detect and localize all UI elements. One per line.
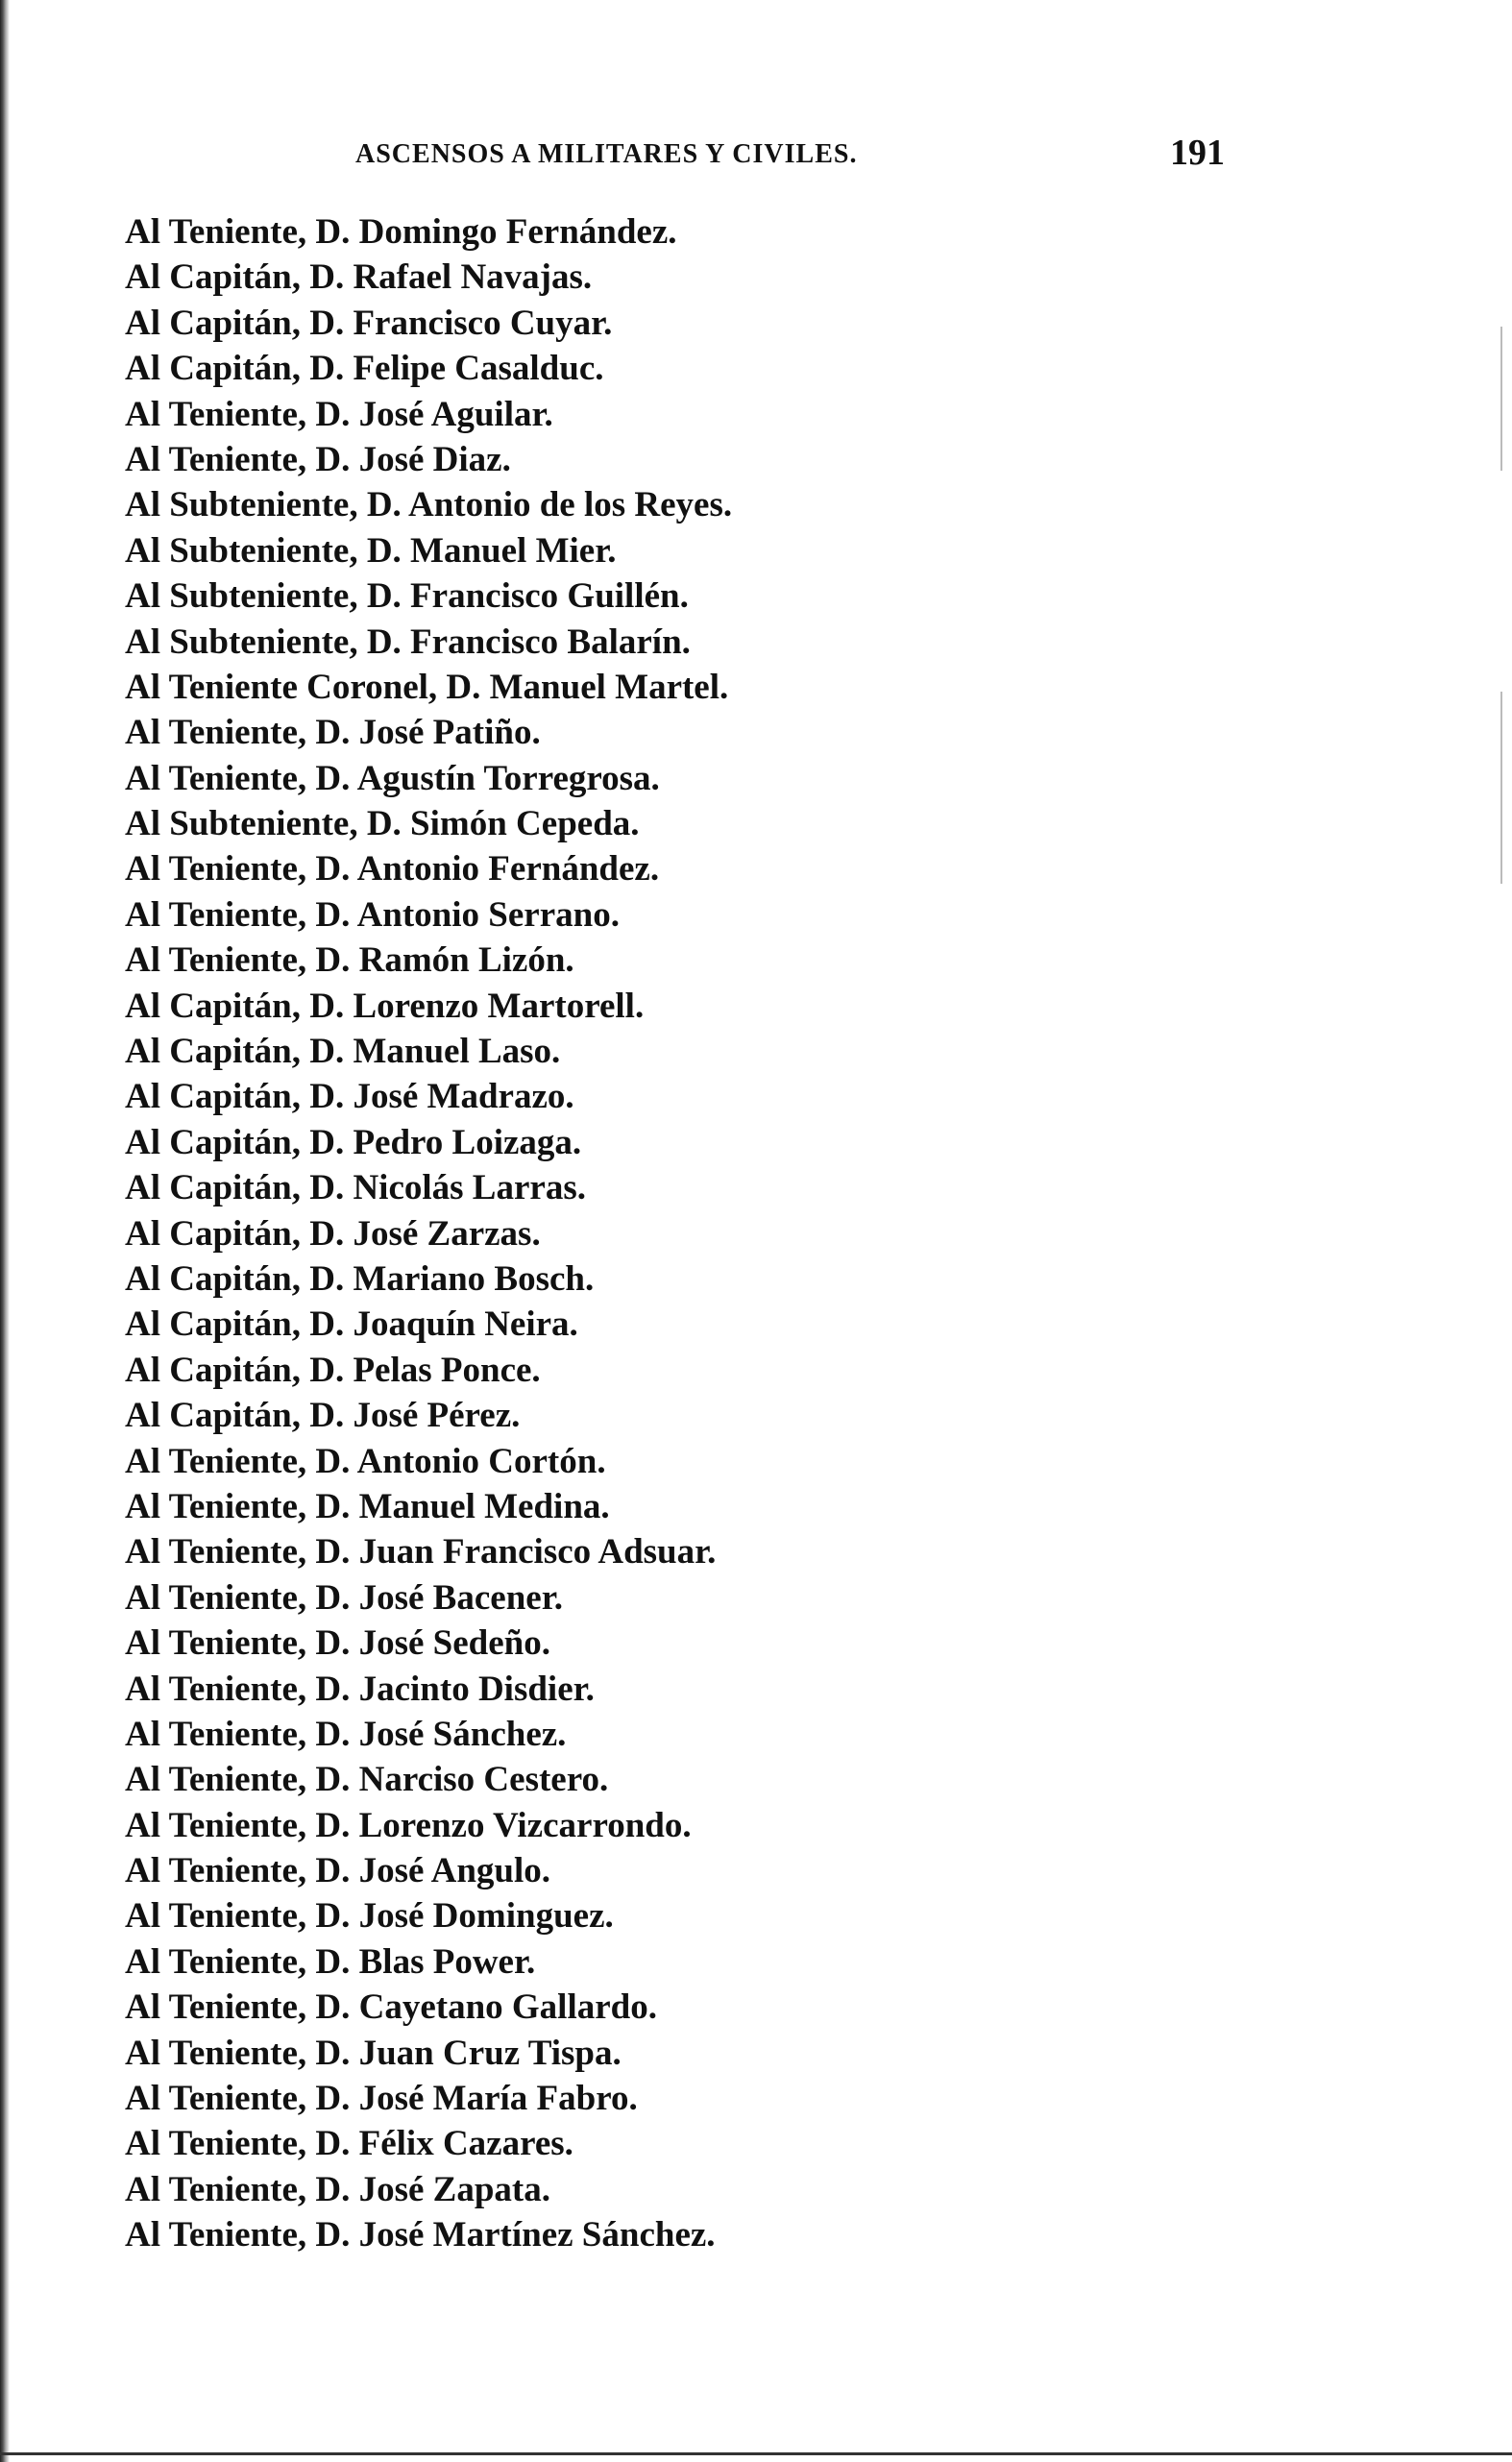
list-item: Al Capitán, D. José Pérez. bbox=[125, 1396, 521, 1436]
list-item: Al Teniente, D. Antonio Serrano. bbox=[125, 894, 620, 935]
list-item: Al Teniente, D. Juan Cruz Tispa. bbox=[125, 2033, 622, 2073]
list-item: Al Subteniente, D. Francisco Balarín. bbox=[125, 622, 691, 662]
list-item: Al Teniente, D. José Zapata. bbox=[125, 2169, 551, 2209]
list-item: Al Capitán, D. Manuel Laso. bbox=[125, 1032, 561, 1072]
running-header: ASCENSOS A MILITARES Y CIVILES. bbox=[355, 139, 858, 169]
list-item: Al Teniente, D. José Aguilar. bbox=[125, 394, 553, 434]
list-item: Al Capitán, D. José Zarzas. bbox=[125, 1213, 541, 1254]
list-item: Al Teniente, D. Antonio Fernández. bbox=[125, 849, 660, 890]
list-item: Al Teniente, D. José Sedeño. bbox=[125, 1623, 551, 1664]
list-item: Al Capitán, D. Rafael Navajas. bbox=[125, 257, 593, 298]
list-item: Al Capitán, D. Lorenzo Martorell. bbox=[125, 986, 645, 1026]
list-item: Al Teniente, D. José Patiño. bbox=[125, 713, 541, 753]
list-item: Al Capitán, D. Pedro Loizaga. bbox=[125, 1122, 582, 1162]
list-item: Al Teniente, D. Agustín Torregrosa. bbox=[125, 758, 660, 798]
list-item: Al Subteniente, D. Antonio de los Reyes. bbox=[125, 485, 733, 525]
list-item: Al Teniente, D. José Martínez Sánchez. bbox=[125, 2215, 716, 2255]
page-binding-edge bbox=[0, 0, 10, 2462]
list-item: Al Teniente, D. Lorenzo Vizcarrondo. bbox=[125, 1805, 692, 1845]
list-item: Al Teniente, D. Félix Cazares. bbox=[125, 2124, 573, 2164]
list-item: Al Teniente, D. Blas Power. bbox=[125, 1941, 536, 1982]
list-item: Al Capitán, D. José Madrazo. bbox=[125, 1077, 574, 1117]
list-item: Al Capitán, D. Felipe Casalduc. bbox=[125, 349, 604, 389]
list-item: Al Teniente, D. Manuel Medina. bbox=[125, 1486, 610, 1526]
list-item: Al Teniente, D. Ramón Lizón. bbox=[125, 940, 574, 981]
list-item: Al Capitán, D. Pelas Ponce. bbox=[125, 1350, 541, 1390]
list-item: Al Teniente, D. José Diaz. bbox=[125, 439, 511, 479]
list-item: Al Teniente, D. José María Fabro. bbox=[125, 2079, 638, 2119]
list-item: Al Teniente, D. Cayetano Gallardo. bbox=[125, 1987, 657, 2028]
right-margin-mark bbox=[1500, 692, 1502, 884]
list-item: Al Capitán, D. Francisco Cuyar. bbox=[125, 303, 613, 343]
list-item: Al Teniente, D. Jacinto Disdier. bbox=[125, 1669, 595, 1709]
right-margin-mark bbox=[1500, 327, 1502, 471]
list-item: Al Teniente, D. José Dominguez. bbox=[125, 1896, 614, 1937]
list-item: Al Teniente, D. José Bacener. bbox=[125, 1577, 563, 1618]
list-item: Al Teniente, D. Domingo Fernández. bbox=[125, 212, 677, 252]
list-item: Al Teniente Coronel, D. Manuel Martel. bbox=[125, 667, 729, 707]
page-bottom-edge bbox=[0, 2452, 1512, 2455]
list-item: Al Teniente, D. Narciso Cestero. bbox=[125, 1760, 609, 1800]
list-item: Al Capitán, D. Joaquín Neira. bbox=[125, 1304, 578, 1345]
list-item: Al Teniente, D. Juan Francisco Adsuar. bbox=[125, 1532, 717, 1572]
list-item: Al Teniente, D. José Angulo. bbox=[125, 1851, 551, 1891]
list-item: Al Subteniente, D. Francisco Guillén. bbox=[125, 576, 689, 617]
list-item: Al Teniente, D. Antonio Cortón. bbox=[125, 1441, 606, 1481]
list-item: Al Subteniente, D. Manuel Mier. bbox=[125, 530, 617, 571]
list-item: Al Capitán, D. Mariano Bosch. bbox=[125, 1258, 595, 1299]
list-item: Al Capitán, D. Nicolás Larras. bbox=[125, 1168, 586, 1208]
list-item: Al Teniente, D. José Sánchez. bbox=[125, 1714, 567, 1754]
list-item: Al Subteniente, D. Simón Cepeda. bbox=[125, 804, 640, 844]
promotion-list bbox=[125, 209, 732, 2258]
page-number: 191 bbox=[1170, 133, 1225, 173]
